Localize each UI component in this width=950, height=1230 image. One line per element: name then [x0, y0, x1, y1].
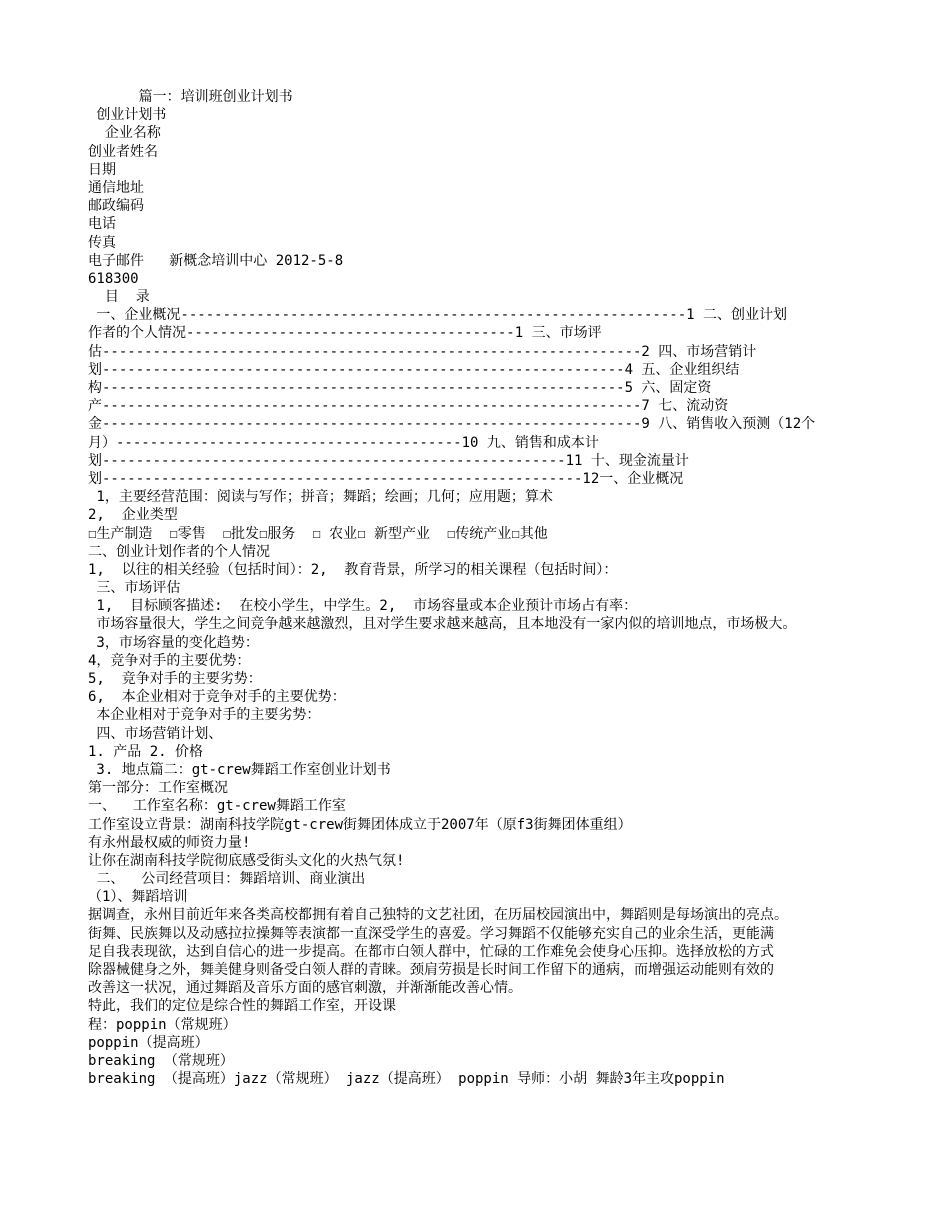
doc-line: 有永州最权威的师资力量! — [88, 834, 251, 851]
checkbox-options-line: ☐生产制造 ☐零售 ☐批发☐服务 ☐ 农业☐ 新型产业 ☐传统产业☐其他 — [88, 525, 548, 542]
doc-line: 本企业相对于竞争对手的主要劣势： — [88, 707, 321, 724]
doc-line: 一、 工作室名称：gt-crew舞蹈工作室 — [88, 798, 346, 815]
doc-line: 1, 目标顾客描述: 在校小学生，中学生。2, 市场容量或本企业预计市场占有率： — [88, 598, 638, 615]
doc-line: 工作室设立背景：湖南科技学院gt-crew街舞团体成立于2007年（原f3街舞团体重组） — [88, 816, 632, 833]
doc-line: 创业计划书 — [88, 107, 167, 124]
toc-line: 构--------------------------------------------------------------5 六、固定资 — [88, 380, 712, 396]
doc-line: 618300 — [88, 270, 139, 287]
doc-line: 3. 地点篇二：gt-crew舞蹈工作室创业计划书 — [88, 761, 391, 778]
doc-line: 传真 — [88, 234, 116, 251]
paragraph-line: 除器械健身之外，舞美健身则备受白领人群的青睐。颈肩劳损是长时间工作留下的通病，而增强运动能则有效的 — [88, 962, 774, 978]
doc-line: 4，竞争对手的主要优势： — [88, 652, 251, 669]
doc-line: 1. 产品 2. 价格 — [88, 743, 204, 760]
document-page — [88, 88, 878, 1088]
toc-line: 月）-----------------------------------------10 九、销售和成本计 — [88, 434, 599, 451]
paragraph-line: 据调查，永州目前近年来各类高校都拥有着自己独特的文艺社团，在历届校园演出中，舞蹈则是每场演出的亮点。 — [88, 907, 788, 924]
toc-line: 产----------------------------------------------------------------7 七、流动资 — [88, 398, 729, 415]
paragraph-line: 改善这一状况，通过舞蹈及音乐方面的感官刺激，并渐渐能改善心情。 — [88, 980, 522, 997]
toc-line: 估----------------------------------------------------------------2 四、市场营销计 — [88, 343, 757, 360]
doc-line: 企业名称 — [88, 125, 161, 142]
toc-line: 划--------------------------------------------------------------4 五、企业组织结 — [88, 361, 740, 378]
course-line: 程：poppin（常规班） — [88, 1016, 237, 1033]
doc-line: 特此，我们的定位是综合性的舞蹈工作室，开设课 — [88, 998, 396, 1015]
doc-title-line: 篇一：培训班创业计划书 — [88, 89, 293, 105]
doc-line: 日期 — [88, 161, 116, 178]
doc-line: 邮政编码 — [88, 198, 144, 215]
doc-line: 1，主要经营范围：阅读与写作；拼音；舞蹈；绘画；几何；应用题；算术 — [88, 489, 553, 506]
course-line: breaking （提高班）jazz（常规班） jazz（提高班） poppin 导师：小胡 舞龄3年主攻poppin — [88, 1071, 725, 1088]
course-line: poppin（提高班） — [88, 1034, 209, 1051]
doc-line: 通信地址 — [88, 179, 144, 196]
toc-line: 划---------------------------------------------------------12一、企业概况 — [88, 470, 684, 487]
paragraph-line: 足自我表现欲，达到自信心的进一步提高。在都市白领人群中，忙碌的工作难免会使身心压抑。选择放松的方式 — [88, 943, 774, 960]
doc-line: 四、市场营销计划、 — [88, 725, 223, 742]
doc-line: 第一部分：工作室概况 — [88, 780, 228, 797]
doc-line: 二、创业计划作者的个人情况 — [88, 543, 270, 560]
doc-line: 让你在湖南科技学院彻底感受街头文化的火热气氛! — [88, 852, 405, 869]
doc-line: 5, 竞争对手的主要劣势： — [88, 671, 262, 687]
doc-line: 三、市场评估 — [88, 580, 181, 597]
doc-line: 2, 企业类型 — [88, 507, 178, 524]
doc-line: 3，市场容量的变化趋势： — [88, 634, 259, 651]
doc-line: 二、 公司经营项目：舞蹈培训、商业演出 — [88, 871, 366, 888]
toc-line: 划-------------------------------------------------------11 十、现金流量计 — [88, 452, 689, 469]
paragraph-line: 街舞、民族舞以及动感拉拉操舞等表演都一直深受学生的喜爱。学习舞蹈不仅能够充实自己的业余生活，更能满 — [88, 925, 774, 942]
doc-line: 1, 以往的相关经验（包括时间）：2, 教育背景，所学习的相关课程（包括时间）： — [88, 561, 618, 578]
doc-line: 市场容量很大，学生之间竞争越来越激烈，且对学生要求越来越高，且本地没有一家内似的培训地点，市场极大。 — [88, 616, 797, 633]
toc-line: 金----------------------------------------------------------------9 八、销售收入预测（12个 — [88, 416, 816, 433]
doc-line: （1）、舞蹈培训 — [88, 889, 188, 906]
doc-line: 创业者姓名 — [88, 143, 158, 160]
toc-line: 一、企业概况------------------------------------------------------------1 二、创业计划 — [88, 307, 788, 324]
doc-line: 6, 本企业相对于竞争对手的主要优势： — [88, 689, 346, 706]
doc-line: 电子邮件 新概念培训中心 2012-5-8 — [88, 252, 344, 269]
doc-line: 电话 — [88, 216, 116, 233]
toc-line: 作者的个人情况---------------------------------------1 三、市场评 — [88, 325, 602, 342]
course-line: breaking （常规班） — [88, 1052, 234, 1069]
toc-heading: 目 录 — [88, 289, 150, 306]
